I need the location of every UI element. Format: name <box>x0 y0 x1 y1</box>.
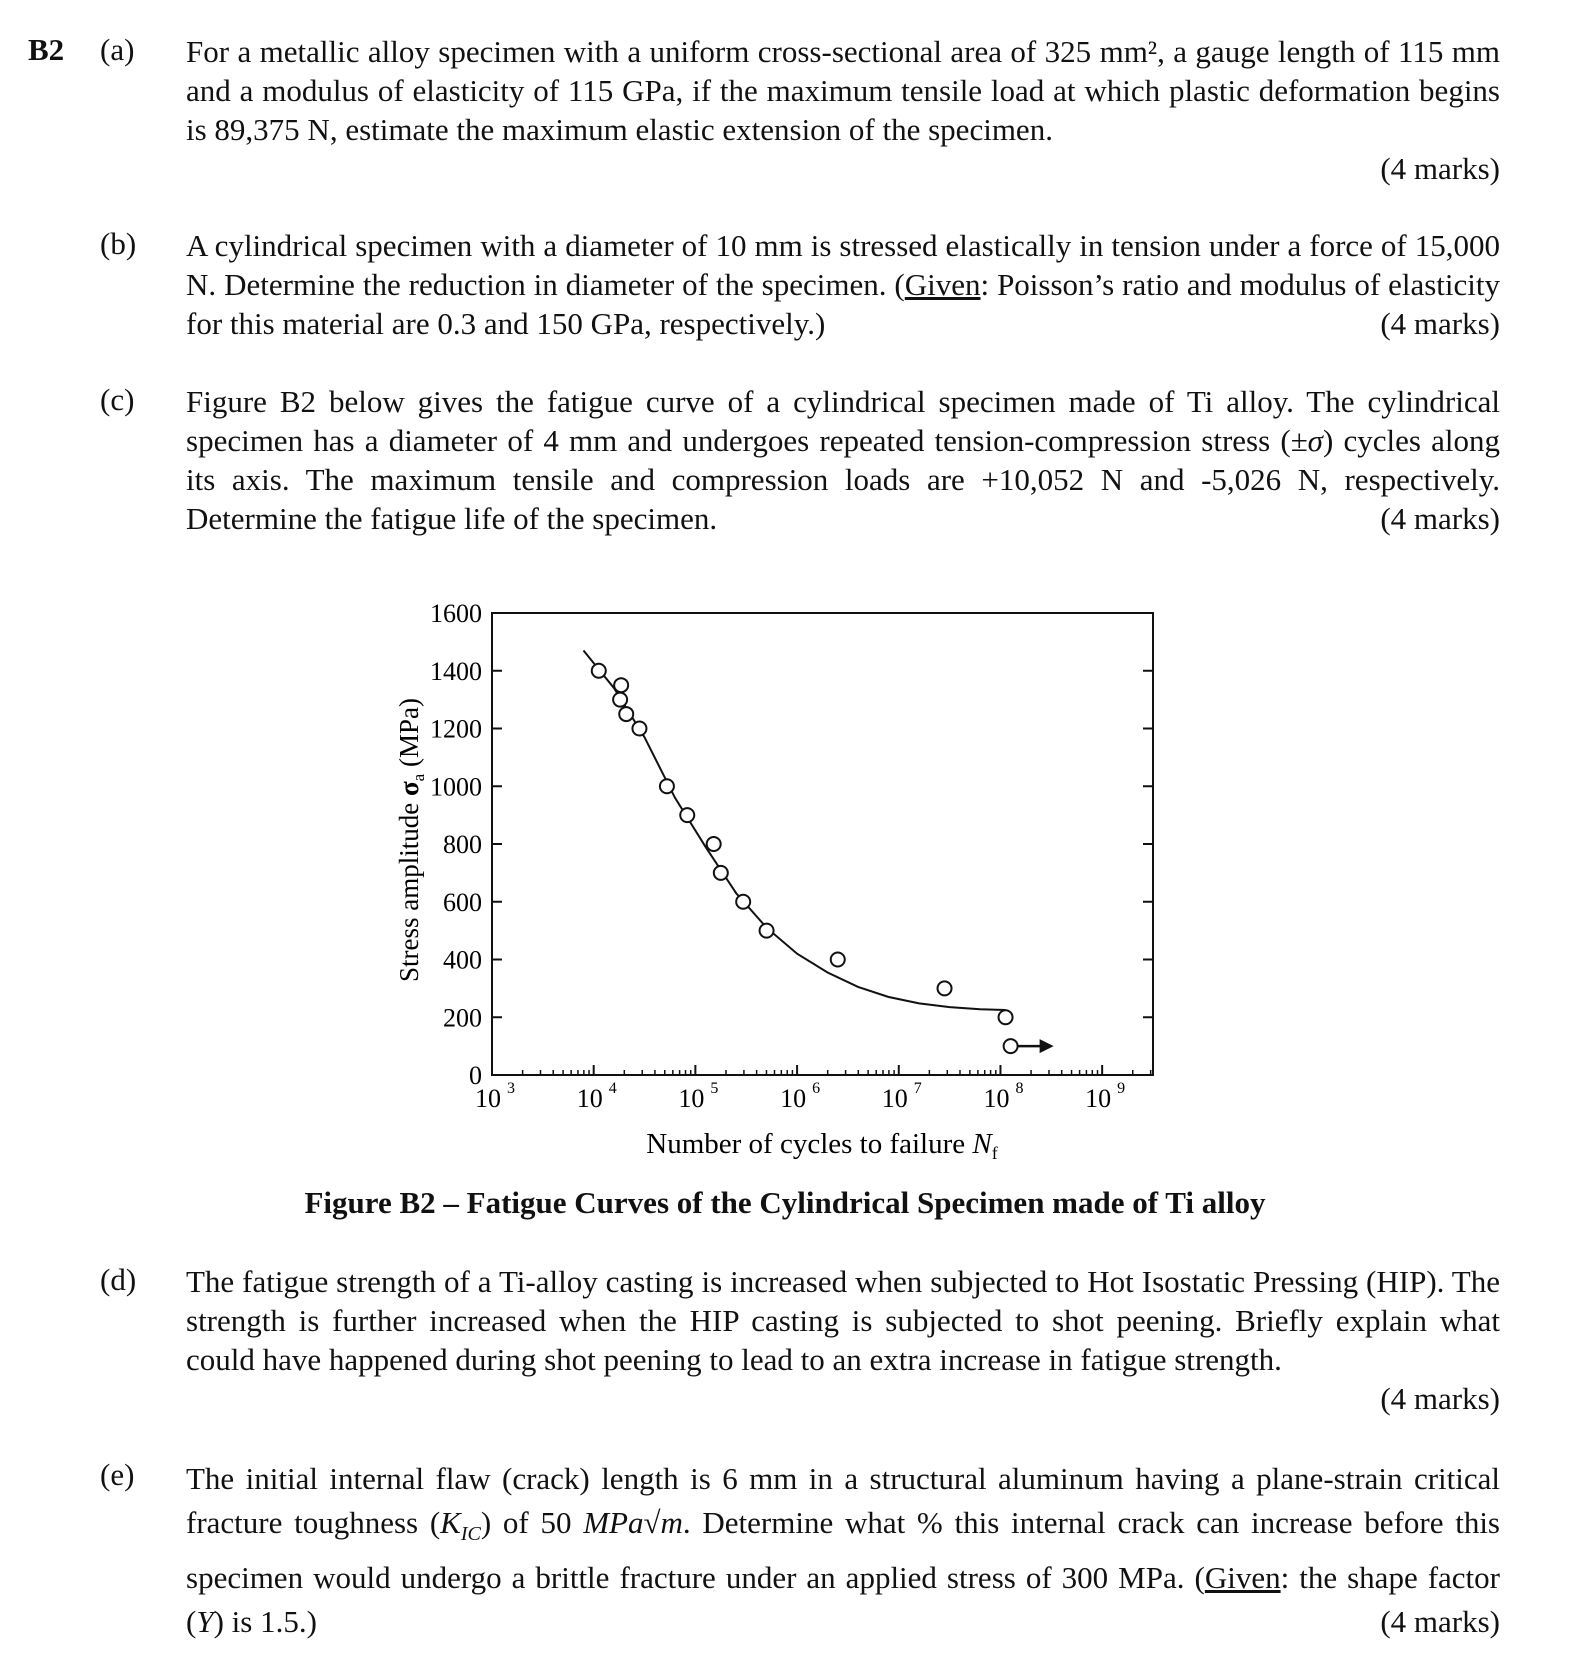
part-e-kic-sub: IC <box>460 1523 481 1546</box>
part-a-marks: (4 marks) <box>1380 151 1500 186</box>
part-d-marks: (4 marks) <box>1380 1381 1500 1416</box>
x-tick-label: 10 <box>475 1084 501 1113</box>
part-b-label: (b) <box>100 226 137 261</box>
part-e-marks: (4 marks) <box>1380 1604 1500 1640</box>
part-c-sigma: ±σ <box>1290 423 1323 458</box>
x-tick-label: 10 <box>881 1084 908 1113</box>
part-b-body-1: A cylindrical specimen with a diameter of 10 mm is stressed elastically in tension under a force of 15,000 N. Determine the reduction in diameter of the specimen. ( <box>186 228 1500 302</box>
runout-arrow-icon <box>1040 1039 1054 1053</box>
part-e-body-1: The initial internal flaw (crack) length is 6 mm in a structural aluminum having a plane-strain critical fracture toughness ( <box>186 1461 1500 1540</box>
y-tick-label: 400 <box>443 945 482 975</box>
part-d <box>100 1262 1500 1418</box>
y-tick-label: 1200 <box>430 714 482 744</box>
part-e-y: Y <box>196 1604 214 1640</box>
part-b-marks: (4 marks) <box>1380 306 1500 341</box>
part-e-body-4: : the shape factor ( <box>186 1560 1500 1640</box>
plot-frame <box>492 613 1153 1075</box>
x-tick-exponent: 8 <box>1015 1080 1024 1097</box>
x-tick-exponent: 7 <box>913 1080 922 1097</box>
data-point <box>938 981 952 995</box>
part-d-label: (d) <box>100 1262 137 1297</box>
part-e-body-3: . Determine what % this internal crack can increase before this specimen would undergo a brittle fracture under an applied stress of 300 MPa. ( <box>186 1505 1500 1596</box>
data-point <box>619 707 633 721</box>
y-tick-label: 0 <box>469 1061 482 1090</box>
x-tick-label: 10 <box>576 1084 603 1113</box>
part-d-text <box>186 1262 1500 1418</box>
part-b-text <box>186 226 1500 343</box>
part-b-body-2: : Poisson’s ratio and modulus of elasticity for this material are 0.3 and 150 GPa, respectively.) <box>186 267 1501 341</box>
y-tick-label: 1400 <box>430 656 482 686</box>
y-axis-title: Stress amplitude $\sigma_a$ (MPa) <box>394 698 428 982</box>
data-point <box>613 693 627 707</box>
part-b-given: Given <box>904 267 981 302</box>
data-point <box>592 664 606 678</box>
figure-caption: Figure B2 – Fatigue Curves of the Cylindrical Specimen made of Ti alloy <box>304 1185 1266 1220</box>
data-point <box>760 924 774 938</box>
x-axis-title: Number of cycles to failure $N_f$ <box>646 1128 998 1163</box>
data-point <box>632 722 646 736</box>
x-tick-exponent: 6 <box>812 1080 821 1097</box>
data-point <box>999 1010 1013 1024</box>
part-c-text <box>186 382 1500 538</box>
part-a-body: For a metallic alloy specimen with a uniform cross-sectional area of 325 mm², a gauge length of 115 mm and a modulus of elasticity of 115 GPa, if the maximum tensile load at which plastic deformation begins is 89,375 N, estimate the maximum elastic extension of the specimen. <box>186 34 1500 147</box>
part-c-body-1: Figure B2 below gives the fatigue curve of a cylindrical specimen made of Ti alloy. The cylindrical specimen has a diameter of 4 mm and undergoes repeated tension-compression stress ( <box>186 384 1500 458</box>
part-a-text <box>186 32 1500 188</box>
part-b <box>100 226 1500 343</box>
part-a <box>100 32 1500 188</box>
part-c-body-2: ) cycles along its axis. The maximum tensile and compression loads are +10,052 N and -5,026 N, respectively. Determine the fatigue life of the specimen. <box>186 423 1500 536</box>
part-a-label: (a) <box>100 32 135 67</box>
data-point <box>660 779 674 793</box>
y-tick-label: 1000 <box>430 772 482 802</box>
x-tick-exponent: 5 <box>710 1080 719 1097</box>
part-c-marks: (4 marks) <box>1380 501 1500 536</box>
part-e-unit: MPa√m <box>583 1505 683 1540</box>
part-c-label: (c) <box>100 382 135 417</box>
data-point <box>714 866 728 880</box>
part-d-body: The fatigue strength of a Ti-alloy casting is increased when subjected to Hot Isostatic Pressing (HIP). The strength is further increased when the HIP casting is subjected to shot peening. Briefly explain what could have happened during shot peening to lead to an extra increase in fatigue strength. <box>186 1264 1500 1377</box>
part-e-text <box>186 1457 1500 1644</box>
part-e <box>100 1457 1500 1644</box>
x-tick-label: 10 <box>1085 1084 1112 1113</box>
x-tick-label: 10 <box>983 1084 1010 1113</box>
part-e-label: (e) <box>100 1457 135 1492</box>
part-e-given: Given <box>1204 1560 1281 1596</box>
data-point <box>831 953 845 967</box>
y-tick-label: 1600 <box>430 599 482 628</box>
part-e-body-2: ) of 50 <box>480 1505 584 1540</box>
fit-curve <box>584 651 1006 1011</box>
x-tick-label: 10 <box>780 1084 807 1113</box>
data-point <box>1004 1039 1018 1053</box>
data-point <box>614 678 628 692</box>
data-point <box>707 837 721 851</box>
y-tick-label: 600 <box>443 887 482 917</box>
part-e-kic: K <box>440 1505 461 1540</box>
x-tick-exponent: 3 <box>507 1080 515 1097</box>
x-tick-exponent: 4 <box>608 1080 617 1097</box>
y-tick-label: 200 <box>443 1003 482 1033</box>
x-tick-label: 10 <box>678 1084 705 1113</box>
question-number: B2 <box>28 32 65 67</box>
y-tick-label: 800 <box>443 830 482 859</box>
part-e-body-5: ) is 1.5.) <box>213 1604 317 1640</box>
data-point <box>680 808 694 822</box>
data-point <box>736 895 750 909</box>
part-c <box>100 382 1500 538</box>
x-tick-exponent: 9 <box>1117 1080 1126 1097</box>
